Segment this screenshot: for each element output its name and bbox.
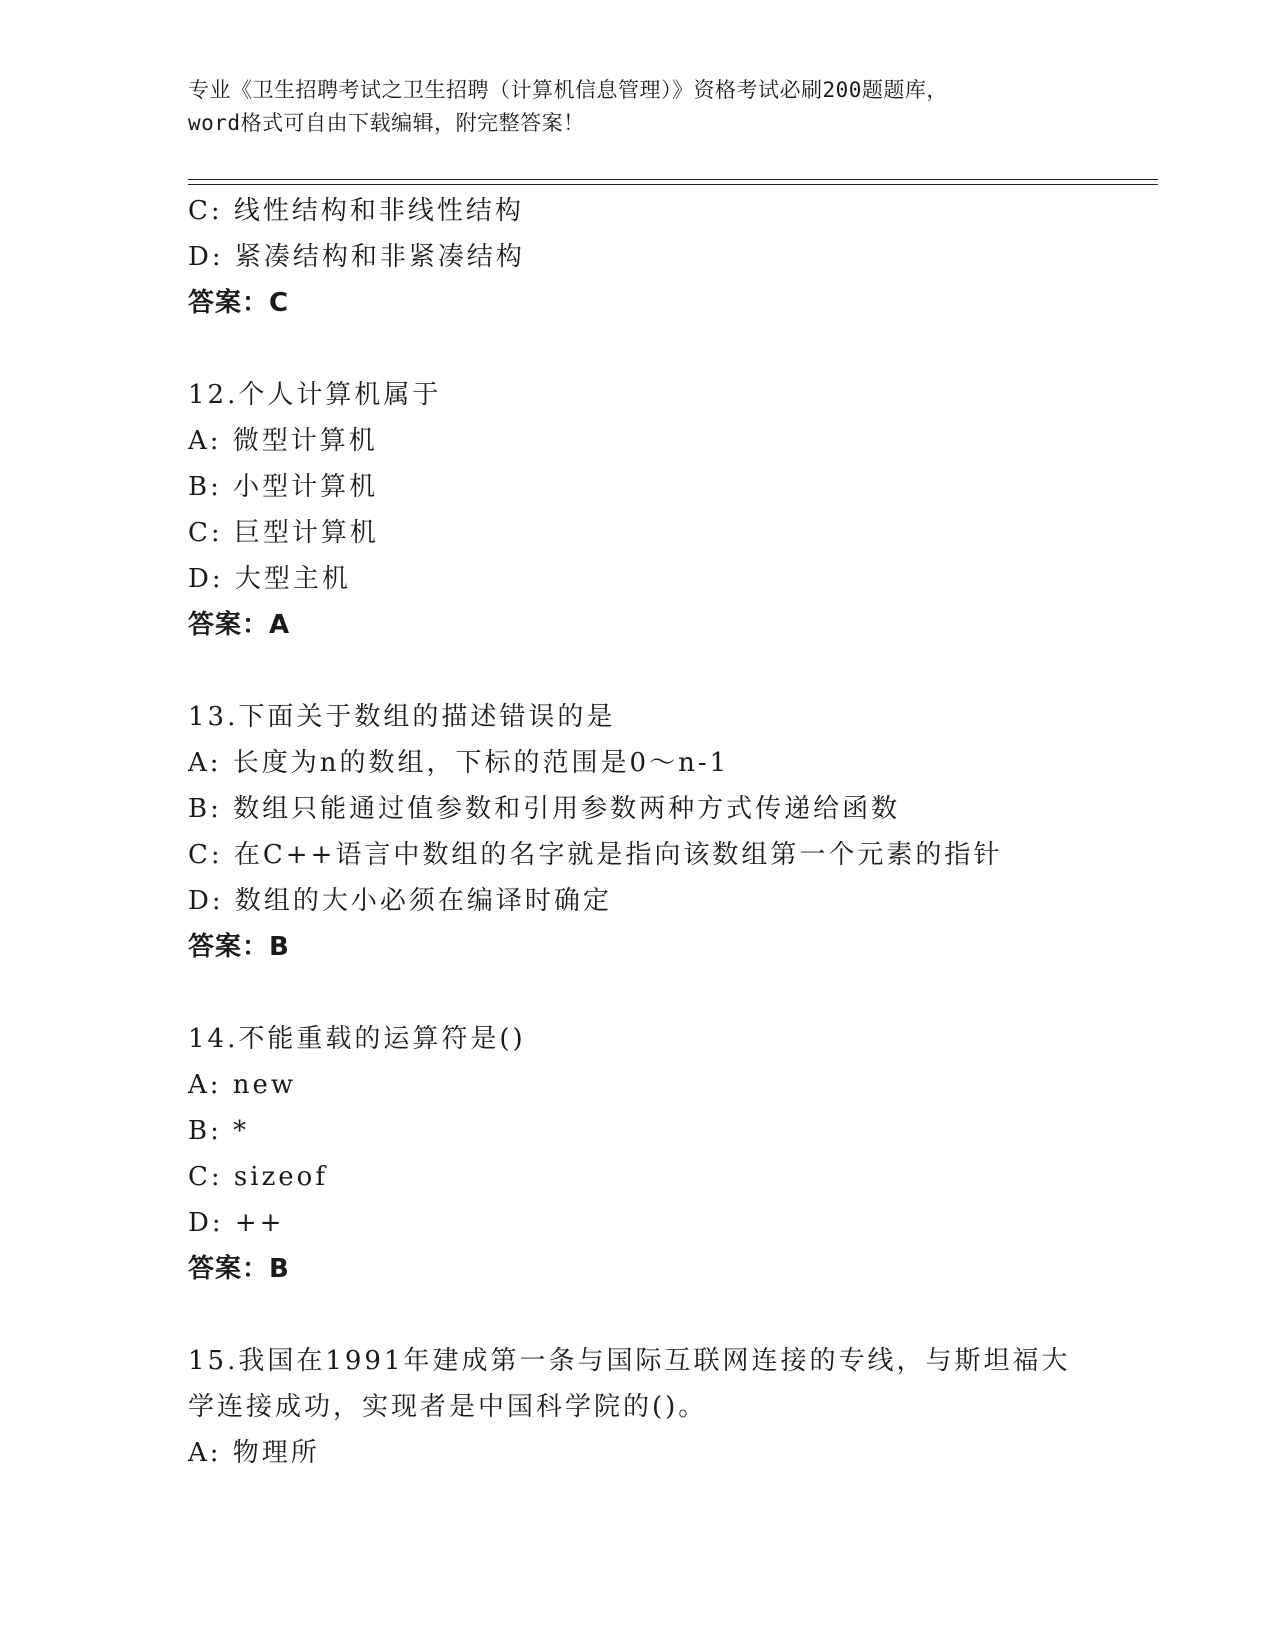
question-line: 15.我国在1991年建成第一条与国际互联网连接的专线，与斯坦福大	[188, 1346, 1071, 1376]
spacer	[188, 648, 1148, 694]
option-line: C: 在C++语言中数组的名字就是指向该数组第一个元素的指针	[188, 840, 1003, 870]
question-line: 13.下面关于数组的描述错误的是	[188, 702, 616, 732]
header-divider-top	[188, 179, 1158, 180]
header-line-2: word格式可自由下载编辑，附完整答案！	[188, 111, 585, 135]
option-line: B: 数组只能通过值参数和引用参数两种方式传递给函数	[188, 794, 901, 824]
document-header	[188, 74, 1088, 140]
option-line: A: new	[188, 1070, 297, 1100]
question-line: 14.不能重载的运算符是()	[188, 1024, 526, 1054]
option-line: D: 大型主机	[188, 564, 351, 594]
option-line: D: 数组的大小必须在编译时确定	[188, 886, 612, 916]
spacer	[188, 970, 1148, 1016]
option-line: D: 紧凑结构和非紧凑结构	[188, 242, 525, 272]
option-line: B: 小型计算机	[188, 472, 379, 502]
header-divider-bottom	[188, 184, 1158, 185]
option-line: A: 物理所	[188, 1438, 320, 1468]
option-line: C: 线性结构和非线性结构	[188, 196, 524, 226]
spacer	[188, 1292, 1148, 1338]
option-line: C: 巨型计算机	[188, 518, 379, 548]
question-line: 学连接成功，实现者是中国科学院的()。	[188, 1392, 708, 1422]
option-line: A: 微型计算机	[188, 426, 378, 456]
spacer	[188, 326, 1148, 372]
option-line: A: 长度为n的数组，下标的范围是0～n-1	[188, 748, 730, 778]
header-line-1: 专业《卫生招聘考试之卫生招聘（计算机信息管理）》资格考试必刷200题题库，	[188, 78, 948, 102]
question-list	[188, 188, 1148, 1476]
question-line: 12.个人计算机属于	[188, 380, 442, 410]
answer-line: 答案：C	[188, 288, 290, 318]
option-line: C: sizeof	[188, 1162, 328, 1192]
answer-line: 答案：B	[188, 1254, 290, 1284]
option-line: B: *	[188, 1116, 250, 1146]
option-line: D: ++	[188, 1208, 285, 1238]
answer-line: 答案：A	[188, 610, 291, 640]
answer-line: 答案：B	[188, 932, 290, 962]
